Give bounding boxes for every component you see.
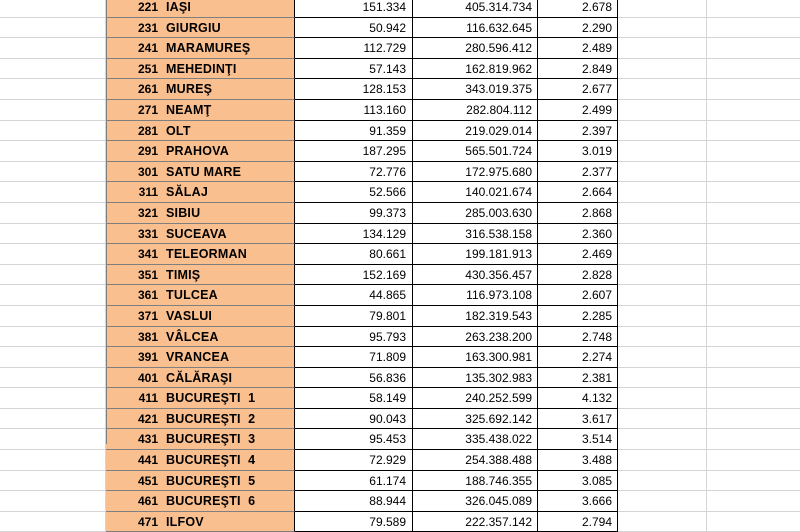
empty-cell[interactable] xyxy=(0,244,106,265)
empty-cell[interactable] xyxy=(618,285,707,306)
value-cell-1[interactable]: 90.043 xyxy=(295,409,413,430)
county-code-cell[interactable]: 251 xyxy=(106,59,163,80)
table-row xyxy=(0,18,800,39)
table-row xyxy=(0,79,800,100)
county-code-cell[interactable]: 291 xyxy=(106,141,163,162)
empty-cell[interactable] xyxy=(707,409,800,430)
value-cell-2[interactable]: 280.596.412 xyxy=(413,38,538,59)
value-cell-3[interactable]: 2.849 xyxy=(538,59,618,80)
column-divider xyxy=(106,0,107,444)
value-cell-3[interactable]: 4.132 xyxy=(538,388,618,409)
value-cell-2[interactable]: 219.029.014 xyxy=(413,121,538,142)
empty-cell[interactable] xyxy=(707,121,800,142)
empty-cell[interactable] xyxy=(0,38,106,59)
empty-cell[interactable] xyxy=(0,59,106,80)
empty-cell[interactable] xyxy=(707,512,800,532)
value-cell-2[interactable]: 565.501.724 xyxy=(413,141,538,162)
value-cell-1[interactable]: 57.143 xyxy=(295,59,413,80)
empty-cell[interactable] xyxy=(618,409,707,430)
county-code-cell[interactable]: 431 xyxy=(106,429,163,450)
empty-cell[interactable] xyxy=(707,347,800,368)
county-name-cell[interactable]: NEAMŢ xyxy=(163,100,295,121)
value-cell-3[interactable]: 3.019 xyxy=(538,141,618,162)
county-code-cell[interactable]: 451 xyxy=(106,471,163,492)
value-cell-1[interactable]: 72.929 xyxy=(295,450,413,471)
value-cell-3[interactable]: 2.499 xyxy=(538,100,618,121)
empty-cell[interactable] xyxy=(0,347,106,368)
table-row xyxy=(0,59,800,80)
table-row xyxy=(0,306,800,327)
empty-cell[interactable] xyxy=(707,100,800,121)
value-cell-3[interactable]: 3.514 xyxy=(538,429,618,450)
value-cell-2[interactable]: 405.314.734 xyxy=(413,0,538,18)
value-cell-3[interactable]: 2.794 xyxy=(538,512,618,532)
value-cell-2[interactable]: 182.319.543 xyxy=(413,306,538,327)
empty-cell[interactable] xyxy=(618,244,707,265)
value-cell-1[interactable]: 112.729 xyxy=(295,38,413,59)
county-code-cell[interactable]: 411 xyxy=(106,388,163,409)
value-cell-3[interactable]: 3.666 xyxy=(538,491,618,512)
value-cell-3[interactable]: 2.381 xyxy=(538,368,618,389)
county-name-cell[interactable]: MUREŞ xyxy=(163,79,295,100)
county-code-cell[interactable]: 311 xyxy=(106,182,163,203)
empty-cell[interactable] xyxy=(618,368,707,389)
value-cell-2[interactable]: 140.021.674 xyxy=(413,182,538,203)
value-cell-1[interactable]: 79.589 xyxy=(295,512,413,532)
empty-cell[interactable] xyxy=(707,182,800,203)
county-code-cell[interactable]: 471 xyxy=(106,512,163,532)
empty-cell[interactable] xyxy=(0,265,106,286)
value-cell-1[interactable]: 95.453 xyxy=(295,429,413,450)
value-cell-2[interactable]: 162.819.962 xyxy=(413,59,538,80)
empty-cell[interactable] xyxy=(707,38,800,59)
empty-cell[interactable] xyxy=(618,265,707,286)
value-cell-3[interactable]: 2.360 xyxy=(538,224,618,245)
value-cell-1[interactable]: 187.295 xyxy=(295,141,413,162)
value-cell-1[interactable]: 52.566 xyxy=(295,182,413,203)
table-row xyxy=(0,285,800,306)
empty-cell[interactable] xyxy=(0,306,106,327)
table-row xyxy=(0,471,800,492)
table-row xyxy=(0,491,800,512)
county-name-cell[interactable]: SĂLAJ xyxy=(163,182,295,203)
value-cell-2[interactable]: 343.019.375 xyxy=(413,79,538,100)
empty-cell[interactable] xyxy=(618,38,707,59)
empty-cell[interactable] xyxy=(707,224,800,245)
empty-cell[interactable] xyxy=(707,306,800,327)
empty-cell[interactable] xyxy=(707,18,800,39)
table-row xyxy=(0,100,800,121)
empty-cell[interactable] xyxy=(618,224,707,245)
value-cell-2[interactable]: 282.804.112 xyxy=(413,100,538,121)
empty-cell[interactable] xyxy=(707,141,800,162)
empty-cell[interactable] xyxy=(0,450,106,471)
empty-cell[interactable] xyxy=(0,224,106,245)
table-row xyxy=(0,141,800,162)
value-cell-1[interactable]: 99.373 xyxy=(295,203,413,224)
empty-cell[interactable] xyxy=(707,368,800,389)
empty-cell[interactable] xyxy=(618,100,707,121)
county-name-cell[interactable]: PRAHOVA xyxy=(163,141,295,162)
empty-cell[interactable] xyxy=(618,79,707,100)
table-row xyxy=(0,265,800,286)
empty-cell[interactable] xyxy=(0,368,106,389)
empty-cell[interactable] xyxy=(618,450,707,471)
county-code-cell[interactable]: 331 xyxy=(106,224,163,245)
county-code-cell[interactable]: 231 xyxy=(106,18,163,39)
value-cell-1[interactable]: 58.149 xyxy=(295,388,413,409)
empty-cell[interactable] xyxy=(0,182,106,203)
county-name-cell[interactable]: CĂLĂRAŞI xyxy=(163,368,295,389)
table-row xyxy=(0,512,800,532)
county-code-cell[interactable]: 271 xyxy=(106,100,163,121)
value-cell-3[interactable]: 2.607 xyxy=(538,285,618,306)
value-cell-2[interactable]: 430.356.457 xyxy=(413,265,538,286)
county-code-cell[interactable]: 421 xyxy=(106,409,163,430)
empty-cell[interactable] xyxy=(707,429,800,450)
county-code-cell[interactable]: 301 xyxy=(106,162,163,183)
value-cell-2[interactable]: 163.300.981 xyxy=(413,347,538,368)
value-cell-3[interactable]: 2.290 xyxy=(538,18,618,39)
value-cell-1[interactable]: 151.334 xyxy=(295,0,413,18)
value-cell-1[interactable]: 91.359 xyxy=(295,121,413,142)
value-cell-1[interactable]: 79.801 xyxy=(295,306,413,327)
value-cell-1[interactable]: 88.944 xyxy=(295,491,413,512)
county-name-cell[interactable]: GIURGIU xyxy=(163,18,295,39)
empty-cell[interactable] xyxy=(618,121,707,142)
value-cell-3[interactable]: 2.677 xyxy=(538,79,618,100)
table-row xyxy=(0,121,800,142)
value-cell-3[interactable]: 2.828 xyxy=(538,265,618,286)
county-name-cell[interactable]: BUCUREŞTI 6 xyxy=(163,491,295,512)
empty-cell[interactable] xyxy=(0,491,106,512)
value-cell-2[interactable]: 199.181.913 xyxy=(413,244,538,265)
value-cell-3[interactable]: 2.664 xyxy=(538,182,618,203)
county-name-cell[interactable]: BUCUREŞTI 5 xyxy=(163,471,295,492)
empty-cell[interactable] xyxy=(707,265,800,286)
value-cell-1[interactable]: 113.160 xyxy=(295,100,413,121)
empty-cell[interactable] xyxy=(618,18,707,39)
table-row xyxy=(0,0,800,18)
table-row xyxy=(0,409,800,430)
value-cell-2[interactable]: 188.746.355 xyxy=(413,471,538,492)
county-code-cell[interactable]: 391 xyxy=(106,347,163,368)
county-name-cell[interactable]: TELEORMAN xyxy=(163,244,295,265)
empty-cell[interactable] xyxy=(0,79,106,100)
value-cell-2[interactable]: 316.538.158 xyxy=(413,224,538,245)
value-cell-1[interactable]: 44.865 xyxy=(295,285,413,306)
value-cell-2[interactable]: 335.438.022 xyxy=(413,429,538,450)
county-code-cell[interactable]: 401 xyxy=(106,368,163,389)
county-code-cell[interactable]: 371 xyxy=(106,306,163,327)
empty-cell[interactable] xyxy=(0,0,106,18)
empty-cell[interactable] xyxy=(0,388,106,409)
value-cell-2[interactable]: 240.252.599 xyxy=(413,388,538,409)
empty-cell[interactable] xyxy=(618,327,707,348)
value-cell-2[interactable]: 116.973.108 xyxy=(413,285,538,306)
value-cell-3[interactable]: 2.678 xyxy=(538,0,618,18)
empty-cell[interactable] xyxy=(618,491,707,512)
empty-cell[interactable] xyxy=(618,388,707,409)
empty-cell[interactable] xyxy=(618,0,707,18)
empty-cell[interactable] xyxy=(0,100,106,121)
value-cell-2[interactable]: 326.045.089 xyxy=(413,491,538,512)
county-name-cell[interactable]: VRANCEA xyxy=(163,347,295,368)
value-cell-2[interactable]: 254.388.488 xyxy=(413,450,538,471)
value-cell-3[interactable]: 2.748 xyxy=(538,327,618,348)
value-cell-2[interactable]: 116.632.645 xyxy=(413,18,538,39)
county-name-cell[interactable]: SUCEAVA xyxy=(163,224,295,245)
county-name-cell[interactable]: VASLUI xyxy=(163,306,295,327)
empty-cell[interactable] xyxy=(0,512,106,532)
value-cell-2[interactable]: 135.302.983 xyxy=(413,368,538,389)
value-cell-2[interactable]: 222.357.142 xyxy=(413,512,538,532)
empty-cell[interactable] xyxy=(0,121,106,142)
empty-cell[interactable] xyxy=(0,203,106,224)
table-row xyxy=(0,224,800,245)
empty-cell[interactable] xyxy=(618,347,707,368)
empty-cell[interactable] xyxy=(707,203,800,224)
empty-cell[interactable] xyxy=(0,471,106,492)
county-code-cell[interactable]: 361 xyxy=(106,285,163,306)
value-cell-2[interactable]: 172.975.680 xyxy=(413,162,538,183)
value-cell-1[interactable]: 152.169 xyxy=(295,265,413,286)
value-cell-3[interactable]: 3.085 xyxy=(538,471,618,492)
county-name-cell[interactable]: SIBIU xyxy=(163,203,295,224)
county-name-cell[interactable]: BUCUREŞTI 4 xyxy=(163,450,295,471)
empty-cell[interactable] xyxy=(707,388,800,409)
value-cell-1[interactable]: 95.793 xyxy=(295,327,413,348)
table-row xyxy=(0,244,800,265)
county-code-cell[interactable]: 221 xyxy=(106,0,163,18)
empty-cell[interactable] xyxy=(707,471,800,492)
table-row xyxy=(0,450,800,471)
county-name-cell[interactable]: TULCEA xyxy=(163,285,295,306)
value-cell-1[interactable]: 56.836 xyxy=(295,368,413,389)
empty-cell[interactable] xyxy=(0,429,106,450)
value-cell-3[interactable]: 2.469 xyxy=(538,244,618,265)
county-name-cell[interactable]: TIMIŞ xyxy=(163,265,295,286)
empty-cell[interactable] xyxy=(707,450,800,471)
empty-cell[interactable] xyxy=(0,285,106,306)
county-code-cell[interactable]: 461 xyxy=(106,491,163,512)
county-code-cell[interactable]: 441 xyxy=(106,450,163,471)
empty-cell[interactable] xyxy=(618,141,707,162)
table-row xyxy=(0,327,800,348)
empty-cell[interactable] xyxy=(707,162,800,183)
county-name-cell[interactable]: MARAMUREŞ xyxy=(163,38,295,59)
table-row xyxy=(0,182,800,203)
empty-cell[interactable] xyxy=(618,182,707,203)
table-row xyxy=(0,203,800,224)
empty-cell[interactable] xyxy=(707,79,800,100)
empty-cell[interactable] xyxy=(707,0,800,18)
county-name-cell[interactable]: MEHEDINŢI xyxy=(163,59,295,80)
value-cell-1[interactable]: 71.809 xyxy=(295,347,413,368)
empty-cell[interactable] xyxy=(618,203,707,224)
empty-cell[interactable] xyxy=(707,244,800,265)
county-name-cell[interactable]: SATU MARE xyxy=(163,162,295,183)
county-name-cell[interactable]: ILFOV xyxy=(163,512,295,532)
empty-cell[interactable] xyxy=(618,306,707,327)
empty-cell[interactable] xyxy=(618,59,707,80)
table-row xyxy=(0,368,800,389)
value-cell-2[interactable]: 263.238.200 xyxy=(413,327,538,348)
table-row xyxy=(0,347,800,368)
empty-cell[interactable] xyxy=(707,285,800,306)
value-cell-3[interactable]: 2.868 xyxy=(538,203,618,224)
value-cell-3[interactable]: 2.274 xyxy=(538,347,618,368)
county-code-cell[interactable]: 351 xyxy=(106,265,163,286)
value-cell-3[interactable]: 3.617 xyxy=(538,409,618,430)
empty-cell[interactable] xyxy=(707,327,800,348)
county-name-cell[interactable]: OLT xyxy=(163,121,295,142)
empty-cell[interactable] xyxy=(0,327,106,348)
empty-cell[interactable] xyxy=(618,471,707,492)
county-code-cell[interactable]: 261 xyxy=(106,79,163,100)
county-name-cell[interactable]: BUCUREŞTI 2 xyxy=(163,409,295,430)
value-cell-3[interactable]: 2.377 xyxy=(538,162,618,183)
value-cell-3[interactable]: 2.397 xyxy=(538,121,618,142)
value-cell-2[interactable]: 285.003.630 xyxy=(413,203,538,224)
value-cell-3[interactable]: 2.285 xyxy=(538,306,618,327)
empty-cell[interactable] xyxy=(707,491,800,512)
table-row xyxy=(0,162,800,183)
county-code-cell[interactable]: 381 xyxy=(106,327,163,348)
table-row xyxy=(0,38,800,59)
county-name-cell[interactable]: BUCUREŞTI 3 xyxy=(163,429,295,450)
empty-cell[interactable] xyxy=(707,59,800,80)
value-cell-1[interactable]: 61.174 xyxy=(295,471,413,492)
value-cell-2[interactable]: 325.692.142 xyxy=(413,409,538,430)
value-cell-1[interactable]: 50.942 xyxy=(295,18,413,39)
county-code-cell[interactable]: 241 xyxy=(106,38,163,59)
empty-cell[interactable] xyxy=(618,162,707,183)
table-row xyxy=(0,429,800,450)
empty-cell[interactable] xyxy=(0,409,106,430)
value-cell-1[interactable]: 80.661 xyxy=(295,244,413,265)
value-cell-1[interactable]: 128.153 xyxy=(295,79,413,100)
county-name-cell[interactable]: IAŞI xyxy=(163,0,295,18)
empty-cell[interactable] xyxy=(0,162,106,183)
county-name-cell[interactable]: BUCUREŞTI 1 xyxy=(163,388,295,409)
county-code-cell[interactable]: 321 xyxy=(106,203,163,224)
empty-cell[interactable] xyxy=(618,512,707,532)
empty-cell[interactable] xyxy=(0,18,106,39)
county-code-cell[interactable]: 281 xyxy=(106,121,163,142)
table-row xyxy=(0,388,800,409)
county-name-cell[interactable]: VÂLCEA xyxy=(163,327,295,348)
county-code-cell[interactable]: 341 xyxy=(106,244,163,265)
value-cell-1[interactable]: 134.129 xyxy=(295,224,413,245)
value-cell-1[interactable]: 72.776 xyxy=(295,162,413,183)
value-cell-3[interactable]: 2.489 xyxy=(538,38,618,59)
empty-cell[interactable] xyxy=(0,141,106,162)
empty-cell[interactable] xyxy=(618,429,707,450)
value-cell-3[interactable]: 3.488 xyxy=(538,450,618,471)
